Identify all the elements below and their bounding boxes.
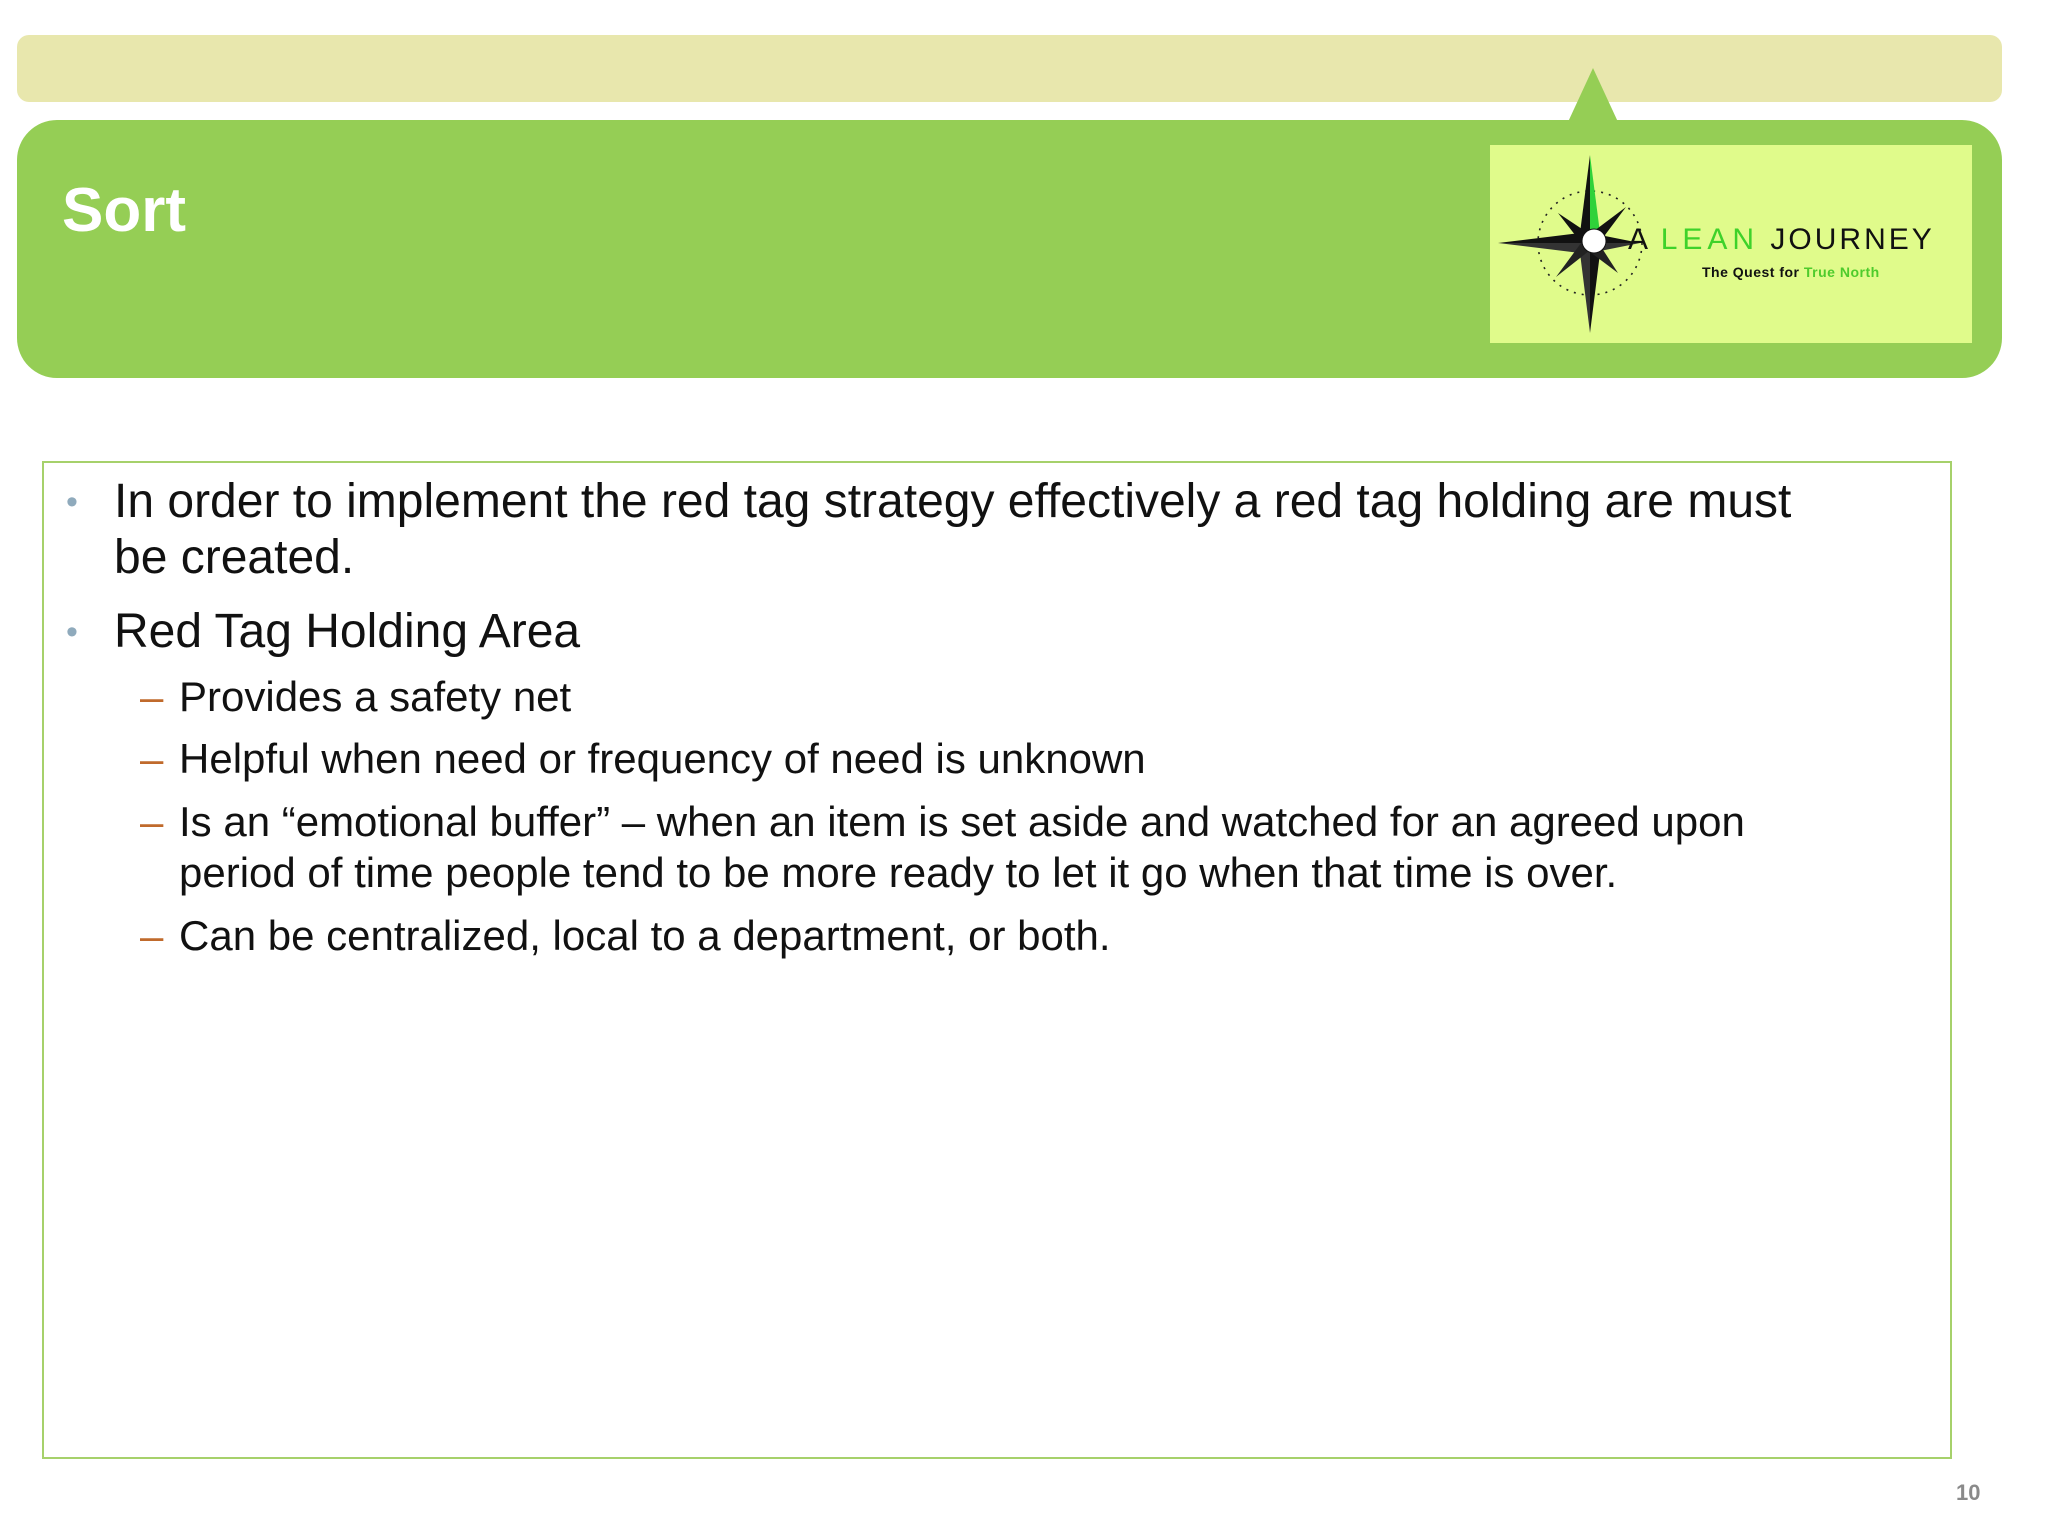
sub-item-1: Provides a safety net bbox=[179, 673, 572, 720]
page-number: 10 bbox=[1956, 1480, 1981, 1505]
logo-tagline-prefix: The Quest for bbox=[1702, 264, 1800, 280]
sub-item-2: Helpful when need or frequency of need is unknown bbox=[179, 735, 1146, 782]
bullet-2-line-1: Red Tag Holding Area bbox=[114, 605, 581, 658]
band-pointer bbox=[1568, 68, 1618, 122]
logo-lean: LEAN bbox=[1660, 223, 1760, 256]
sub-item-4: Can be centralized, local to a department, or both. bbox=[179, 912, 1111, 959]
dash-marker: – bbox=[140, 673, 164, 720]
sub-item-3-line-2: period of time people tend to be more ready to let it go when that time is over. bbox=[179, 849, 1618, 896]
header-accent-bar bbox=[17, 35, 2002, 102]
dash-marker: – bbox=[140, 798, 164, 845]
slide-title: Sort bbox=[62, 176, 186, 245]
dash-marker: – bbox=[140, 912, 164, 959]
bullet-1-line-2: be created. bbox=[114, 531, 355, 584]
logo-wordmark bbox=[1628, 225, 1935, 255]
sub-item-3-line-1: Is an “emotional buffer” – when an item is set aside and watched for an agreed upon bbox=[179, 798, 1745, 845]
bullet-1-line-1: In order to implement the red tag strategy effectively a red tag holding are must bbox=[114, 475, 1792, 528]
dash-marker: – bbox=[140, 735, 164, 782]
logo-tagline-highlight: True North bbox=[1803, 264, 1880, 280]
bullet-marker: • bbox=[66, 483, 78, 521]
logo bbox=[1490, 145, 1972, 343]
logo-prefix: A bbox=[1628, 223, 1650, 256]
logo-journey: JOURNEY bbox=[1770, 223, 1935, 256]
bullet-marker: • bbox=[66, 613, 78, 651]
logo-tagline bbox=[1702, 265, 1880, 279]
